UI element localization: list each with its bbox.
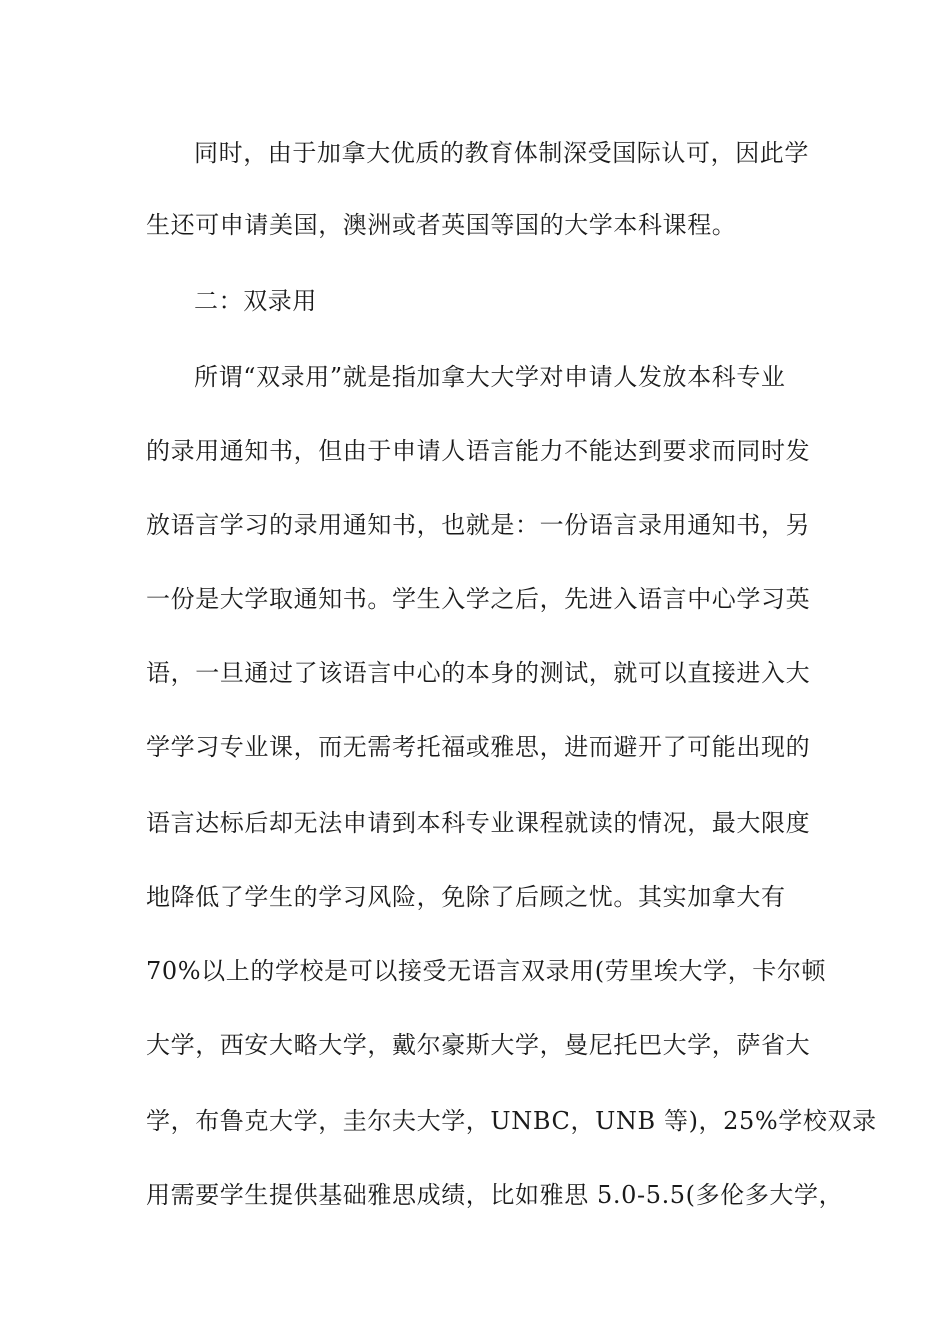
paragraph-line: 大学，西安大略大学，戴尔豪斯大学，曼尼托巴大学，萨省大 — [146, 1031, 811, 1059]
paragraph-line: 所谓“双录用”就是指加拿大大学对申请人发放本科专业 — [194, 363, 786, 391]
section-heading: 二：双录用 — [194, 287, 317, 315]
paragraph-line: 放语言学习的录用通知书，也就是：一份语言录用通知书，另 — [146, 511, 811, 539]
paragraph-line: 学，布鲁克大学，圭尔夫大学，UNBC，UNB 等)，25%学校双录 — [146, 1107, 877, 1135]
paragraph-line: 的录用通知书，但由于申请人语言能力不能达到要求而同时发 — [146, 437, 811, 465]
paragraph-line: 地降低了学生的学习风险，免除了后顾之忧。其实加拿大有 — [146, 883, 786, 911]
paragraph-line: 语，一旦通过了该语言中心的本身的测试，就可以直接进入大 — [146, 659, 811, 687]
paragraph-line: 生还可申请美国，澳洲或者英国等国的大学本科课程。 — [146, 211, 737, 239]
paragraph-line: 同时，由于加拿大优质的教育体制深受国际认可，因此学 — [194, 139, 809, 167]
paragraph-line: 学学习专业课，而无需考托福或雅思，进而避开了可能出现的 — [146, 733, 811, 761]
paragraph-line: 一份是大学取通知书。学生入学之后，先进入语言中心学习英 — [146, 585, 811, 613]
paragraph-line: 用需要学生提供基础雅思成绩，比如雅思 5.0-5.5(多伦多大学， — [146, 1181, 844, 1209]
paragraph-line: 语言达标后却无法申请到本科专业课程就读的情况，最大限度 — [146, 809, 811, 837]
paragraph-line: 70%以上的学校是可以接受无语言双录用(劳里埃大学，卡尔顿 — [146, 957, 827, 985]
